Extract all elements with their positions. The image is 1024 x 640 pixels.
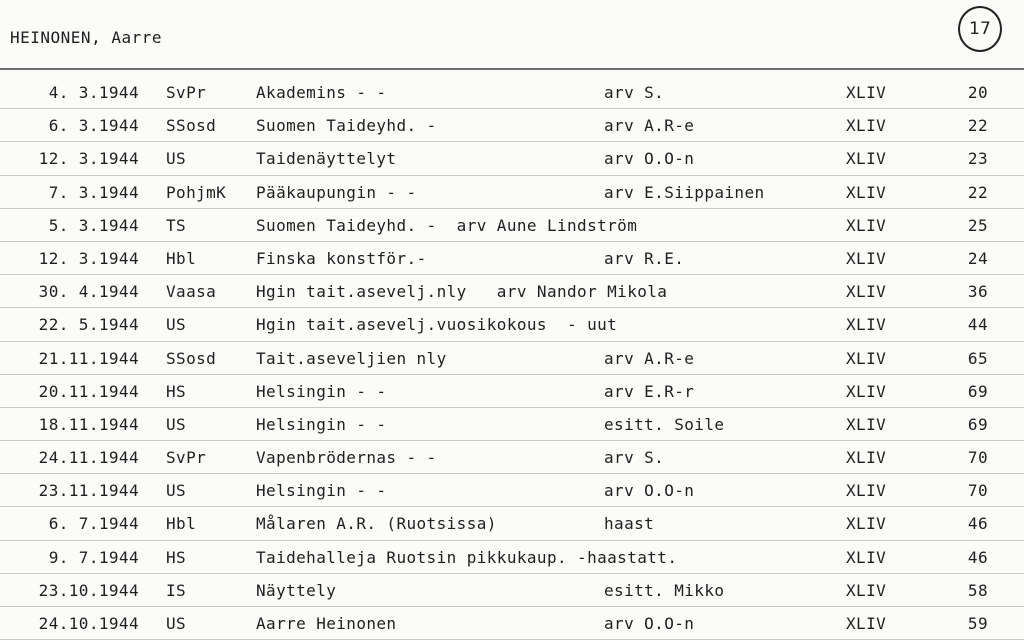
entry-date: 20.11.1944 bbox=[38, 381, 139, 401]
entry-newspaper: Hbl bbox=[166, 514, 197, 534]
entry-volume: XLIV bbox=[846, 381, 887, 401]
page-number-circle: 17 bbox=[958, 6, 1002, 52]
entry-volume: XLIV bbox=[846, 149, 887, 169]
entry-date: 12. 3.1944 bbox=[38, 149, 139, 169]
entry-title: Suomen Taideyhd. - arv Aune Lindström bbox=[256, 215, 638, 235]
entry-volume: XLIV bbox=[846, 614, 887, 633]
entry-newspaper: SSosd bbox=[166, 348, 217, 368]
entry-title: Målaren A.R. (Ruotsissa) bbox=[256, 514, 497, 534]
entry-title: Helsingin - - bbox=[256, 481, 387, 501]
entry-newspaper: Hbl bbox=[166, 248, 197, 268]
entry-author: arv A.R-e bbox=[604, 348, 695, 368]
entry-date: 5. 3.1944 bbox=[48, 215, 139, 235]
entry-title: Tait.aseveljien nly bbox=[256, 348, 447, 368]
entry-author: arv O.O-n bbox=[604, 149, 695, 169]
entry-author: esitt. Mikko bbox=[604, 580, 725, 600]
entry-title: Helsingin - - bbox=[256, 414, 387, 434]
entry-title: Hgin tait.asevelj.nly arv Nandor Mikola bbox=[256, 282, 668, 302]
entry-page: 36 bbox=[967, 282, 988, 302]
entry-row bbox=[0, 142, 1024, 175]
entry-title: Helsingin - - bbox=[256, 381, 387, 401]
entry-newspaper: US bbox=[166, 414, 187, 434]
entry-author: arv S. bbox=[604, 448, 665, 468]
entry-date: 30. 4.1944 bbox=[38, 282, 139, 302]
entry-page: 69 bbox=[967, 414, 988, 434]
entry-date: 23.11.1944 bbox=[38, 481, 139, 501]
card-header-name: HEINONEN, Aarre bbox=[10, 28, 162, 47]
entry-row bbox=[0, 607, 1024, 640]
entry-title: Suomen Taideyhd. - bbox=[256, 116, 437, 136]
entry-newspaper: SSosd bbox=[166, 116, 217, 136]
entry-row bbox=[0, 109, 1024, 142]
entry-newspaper: SvPr bbox=[166, 83, 207, 102]
entry-volume: XLIV bbox=[846, 282, 887, 302]
entry-volume: XLIV bbox=[846, 580, 887, 600]
entry-page: 59 bbox=[967, 614, 988, 633]
entry-title: Finska konstför.- bbox=[256, 248, 427, 268]
entry-newspaper: PohjmK bbox=[166, 182, 227, 202]
entry-volume: XLIV bbox=[846, 83, 887, 102]
entry-newspaper: SvPr bbox=[166, 448, 207, 468]
entry-author: esitt. Soile bbox=[604, 414, 725, 434]
entry-newspaper: TS bbox=[166, 215, 187, 235]
entry-row bbox=[0, 308, 1024, 341]
entry-author: arv E.Siippainen bbox=[604, 182, 765, 202]
entry-author: arv R.E. bbox=[604, 248, 685, 268]
entry-row bbox=[0, 507, 1024, 540]
entry-volume: XLIV bbox=[846, 414, 887, 434]
entry-title: Pääkaupungin - - bbox=[256, 182, 417, 202]
entry-page: 25 bbox=[967, 215, 988, 235]
entry-date: 6. 3.1944 bbox=[48, 116, 139, 136]
entry-title: Akademins - - bbox=[256, 83, 387, 102]
entry-page: 65 bbox=[967, 348, 988, 368]
entry-page: 44 bbox=[967, 315, 988, 335]
entry-volume: XLIV bbox=[846, 116, 887, 136]
entry-row bbox=[0, 441, 1024, 474]
entry-date: 24.10.1944 bbox=[38, 614, 139, 633]
entry-title: Taidehalleja Ruotsin pikkukaup. -haastatt. bbox=[256, 547, 678, 567]
entry-page: 58 bbox=[967, 580, 988, 600]
entry-volume: XLIV bbox=[846, 248, 887, 268]
entry-volume: XLIV bbox=[846, 547, 887, 567]
entry-row bbox=[0, 541, 1024, 574]
entry-list bbox=[0, 76, 1024, 640]
entry-newspaper: US bbox=[166, 614, 187, 633]
entry-volume: XLIV bbox=[846, 481, 887, 501]
entry-page: 22 bbox=[967, 116, 988, 136]
entry-page: 23 bbox=[967, 149, 988, 169]
entry-author: arv O.O-n bbox=[604, 614, 695, 633]
entry-page: 24 bbox=[967, 248, 988, 268]
entry-date: 21.11.1944 bbox=[38, 348, 139, 368]
entry-newspaper: Vaasa bbox=[166, 282, 217, 302]
entry-page: 70 bbox=[967, 481, 988, 501]
entry-volume: XLIV bbox=[846, 448, 887, 468]
entry-newspaper: US bbox=[166, 149, 187, 169]
entry-date: 7. 3.1944 bbox=[48, 182, 139, 202]
entry-row bbox=[0, 375, 1024, 408]
entry-row bbox=[0, 275, 1024, 308]
entry-date: 6. 7.1944 bbox=[48, 514, 139, 534]
entry-volume: XLIV bbox=[846, 315, 887, 335]
entry-author: haast bbox=[604, 514, 655, 534]
entry-row bbox=[0, 408, 1024, 441]
entry-page: 46 bbox=[967, 514, 988, 534]
entry-date: 12. 3.1944 bbox=[38, 248, 139, 268]
entry-date: 24.11.1944 bbox=[38, 448, 139, 468]
entry-page: 70 bbox=[967, 448, 988, 468]
entry-row bbox=[0, 242, 1024, 275]
entry-newspaper: US bbox=[166, 481, 187, 501]
entry-page: 22 bbox=[967, 182, 988, 202]
entry-title: Hgin tait.asevelj.vuosikokous - uut bbox=[256, 315, 618, 335]
entry-title: Vapenbrödernas - - bbox=[256, 448, 437, 468]
entry-title: Aarre Heinonen bbox=[256, 614, 397, 633]
entry-newspaper: HS bbox=[166, 381, 187, 401]
entry-date: 4. 3.1944 bbox=[48, 83, 139, 102]
entry-page: 46 bbox=[967, 547, 988, 567]
entry-row bbox=[0, 76, 1024, 109]
entry-date: 9. 7.1944 bbox=[48, 547, 139, 567]
entry-author: arv A.R-e bbox=[604, 116, 695, 136]
entry-volume: XLIV bbox=[846, 182, 887, 202]
header-divider bbox=[0, 68, 1024, 70]
entry-row bbox=[0, 176, 1024, 209]
entry-row bbox=[0, 209, 1024, 242]
entry-row bbox=[0, 474, 1024, 507]
entry-row bbox=[0, 342, 1024, 375]
entry-row bbox=[0, 574, 1024, 607]
entry-date: 22. 5.1944 bbox=[38, 315, 139, 335]
entry-title: Taidenäyttelyt bbox=[256, 149, 397, 169]
entry-author: arv O.O-n bbox=[604, 481, 695, 501]
entry-date: 18.11.1944 bbox=[38, 414, 139, 434]
entry-newspaper: HS bbox=[166, 547, 187, 567]
entry-title: Näyttely bbox=[256, 580, 337, 600]
entry-date: 23.10.1944 bbox=[38, 580, 139, 600]
entry-newspaper: IS bbox=[166, 580, 187, 600]
entry-newspaper: US bbox=[166, 315, 187, 335]
entry-author: arv S. bbox=[604, 83, 665, 102]
entry-page: 20 bbox=[967, 83, 988, 102]
entry-volume: XLIV bbox=[846, 348, 887, 368]
entry-volume: XLIV bbox=[846, 514, 887, 534]
entry-volume: XLIV bbox=[846, 215, 887, 235]
entry-author: arv E.R-r bbox=[604, 381, 695, 401]
entry-page: 69 bbox=[967, 381, 988, 401]
